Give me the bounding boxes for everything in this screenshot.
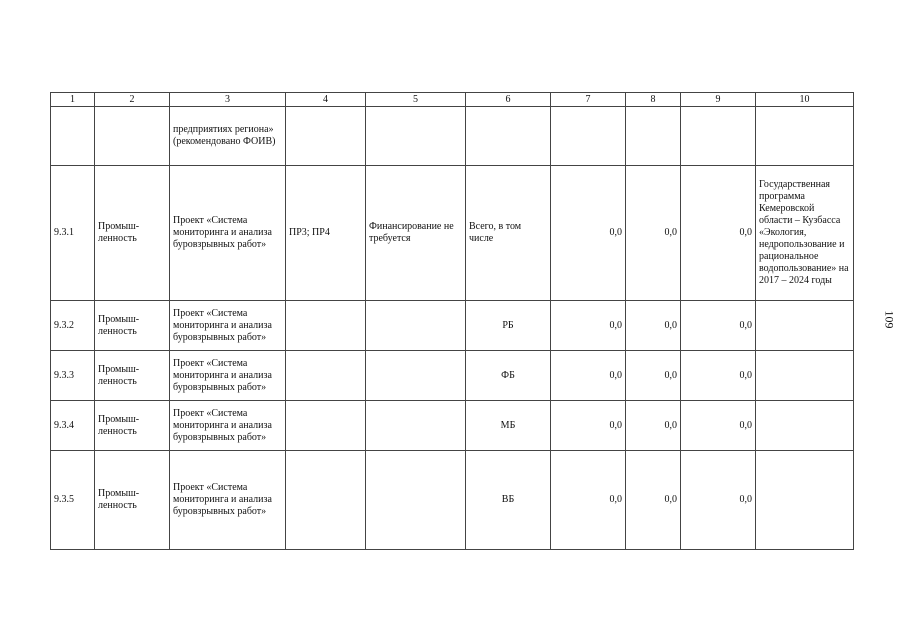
- row-indicators: ПР3; ПР4: [286, 166, 366, 301]
- page-number: 109: [882, 310, 897, 329]
- row-value-7: 0,0: [551, 301, 626, 351]
- row-number: 9.3.5: [51, 451, 95, 550]
- row-program: Государственная программа Кемеровской области – Кузбасса «Экология, недропользование и рациональное водопользование» на 2017 – 2024 годы: [756, 166, 854, 301]
- header-row: [51, 93, 854, 107]
- row-value-9: 0,0: [681, 451, 756, 550]
- row-number: 9.3.3: [51, 351, 95, 401]
- table-row: [51, 301, 854, 351]
- row-value-9: 0,0: [681, 166, 756, 301]
- header-cell: 5: [366, 93, 466, 107]
- row-project: Проект «Система мониторинга и анализа буровзрывных работ»: [170, 301, 286, 351]
- header-cell: 1: [51, 93, 95, 107]
- row-source: ВБ: [466, 451, 551, 550]
- row-financing: Финансирование не требуется: [366, 166, 466, 301]
- row-financing: [366, 451, 466, 550]
- table-row: [51, 351, 854, 401]
- table-row: [51, 451, 854, 550]
- header-cell: 8: [626, 93, 681, 107]
- header-cell: 9: [681, 93, 756, 107]
- row-program: [756, 401, 854, 451]
- row-value-7: 0,0: [551, 166, 626, 301]
- row-financing: [366, 351, 466, 401]
- row-program: [756, 301, 854, 351]
- row-value-9: 0,0: [681, 351, 756, 401]
- row-financing: [366, 401, 466, 451]
- row-indicators: [286, 351, 366, 401]
- row-sector: Промыш-ленность: [95, 401, 170, 451]
- header-cell: 3: [170, 93, 286, 107]
- header-cell: 7: [551, 93, 626, 107]
- row-project: Проект «Система мониторинга и анализа буровзрывных работ»: [170, 401, 286, 451]
- program-table: [50, 92, 854, 550]
- row-sector: Промыш-ленность: [95, 451, 170, 550]
- row-sector: Промыш-ленность: [95, 166, 170, 301]
- row-project: Проект «Система мониторинга и анализа буровзрывных работ»: [170, 166, 286, 301]
- row-indicators: [286, 451, 366, 550]
- row-value-9: 0,0: [681, 301, 756, 351]
- row-number: 9.3.2: [51, 301, 95, 351]
- row-financing: [366, 301, 466, 351]
- row-project: Проект «Система мониторинга и анализа буровзрывных работ»: [170, 451, 286, 550]
- row-program: [756, 351, 854, 401]
- row-value-8: 0,0: [626, 451, 681, 550]
- row-project: Проект «Система мониторинга и анализа буровзрывных работ»: [170, 351, 286, 401]
- row-number: 9.3.1: [51, 166, 95, 301]
- header-cell: 4: [286, 93, 366, 107]
- header-cell: 6: [466, 93, 551, 107]
- row-indicators: [286, 401, 366, 451]
- row-value-7: 0,0: [551, 451, 626, 550]
- row-value-8: 0,0: [626, 301, 681, 351]
- header-cell: 2: [95, 93, 170, 107]
- row-source: МБ: [466, 401, 551, 451]
- row-number: 9.3.4: [51, 401, 95, 451]
- row-source: РБ: [466, 301, 551, 351]
- row-sector: Промыш-ленность: [95, 351, 170, 401]
- row-value-8: 0,0: [626, 401, 681, 451]
- row-program: [756, 451, 854, 550]
- row-indicators: [286, 301, 366, 351]
- continued-project-text: предприятиях региона» (рекомендовано ФОИВ): [170, 107, 286, 166]
- row-source: Всего, в том числе: [466, 166, 551, 301]
- continuation-row: [51, 107, 854, 166]
- row-sector: Промыш-ленность: [95, 301, 170, 351]
- row-value-7: 0,0: [551, 351, 626, 401]
- row-value-9: 0,0: [681, 401, 756, 451]
- table-row: [51, 166, 854, 301]
- table-row: [51, 401, 854, 451]
- row-value-7: 0,0: [551, 401, 626, 451]
- header-cell: 10: [756, 93, 854, 107]
- row-source: ФБ: [466, 351, 551, 401]
- row-value-8: 0,0: [626, 166, 681, 301]
- row-value-8: 0,0: [626, 351, 681, 401]
